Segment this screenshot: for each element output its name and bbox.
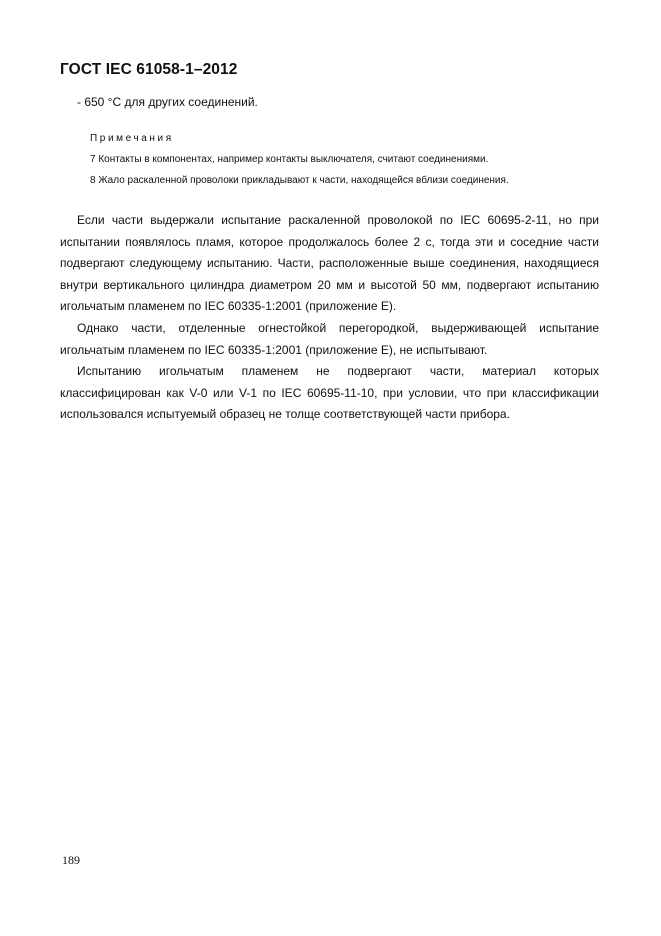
- note-item-7: 7 Контакты в компонентах, например контакты выключателя, считают соединениями.: [90, 154, 489, 165]
- document-title: ГОСТ IEC 61058-1–2012: [60, 61, 238, 78]
- paragraph-2: Однако части, отделенные огнестойкой перегородкой, выдерживающей испытание игольчатым пламенем по IEC 60335-1:2001 (приложение Е), не испытывают.: [60, 320, 599, 357]
- paragraph-1: Если части выдержали испытание раскаленной проволокой по IEC 60695-2-11, но при испытании появлялось пламя, которое продолжалось более 2 с, тогда эти и соседние части подвергают следующему испытанию. Части, расположенные выше соединения, находящиеся внутри вертикального цилиндра диаметром 20 мм и высотой 50 мм, подвергают испытанию игольчатым пламенем по IEC 60335-1:2001 (приложение Е).: [60, 213, 599, 314]
- list-item: - 650 °С для других соединений.: [77, 95, 258, 109]
- body-text: [60, 210, 599, 426]
- notes-block: [90, 132, 610, 195]
- paragraph-3: Испытанию игольчатым пламенем не подвергают части, материал которых классифицирован как V-0 или V-1 по IEC 60695-11-10, при условии, что при классификации использовался испытуемый образец не толще соответствующей части прибора.: [60, 364, 599, 422]
- note-item-8: 8 Жало раскаленной проволоки прикладывают к части, находящейся вблизи соединения.: [90, 175, 509, 186]
- notes-heading: Примечания: [90, 133, 174, 144]
- page-number: 189: [62, 853, 80, 867]
